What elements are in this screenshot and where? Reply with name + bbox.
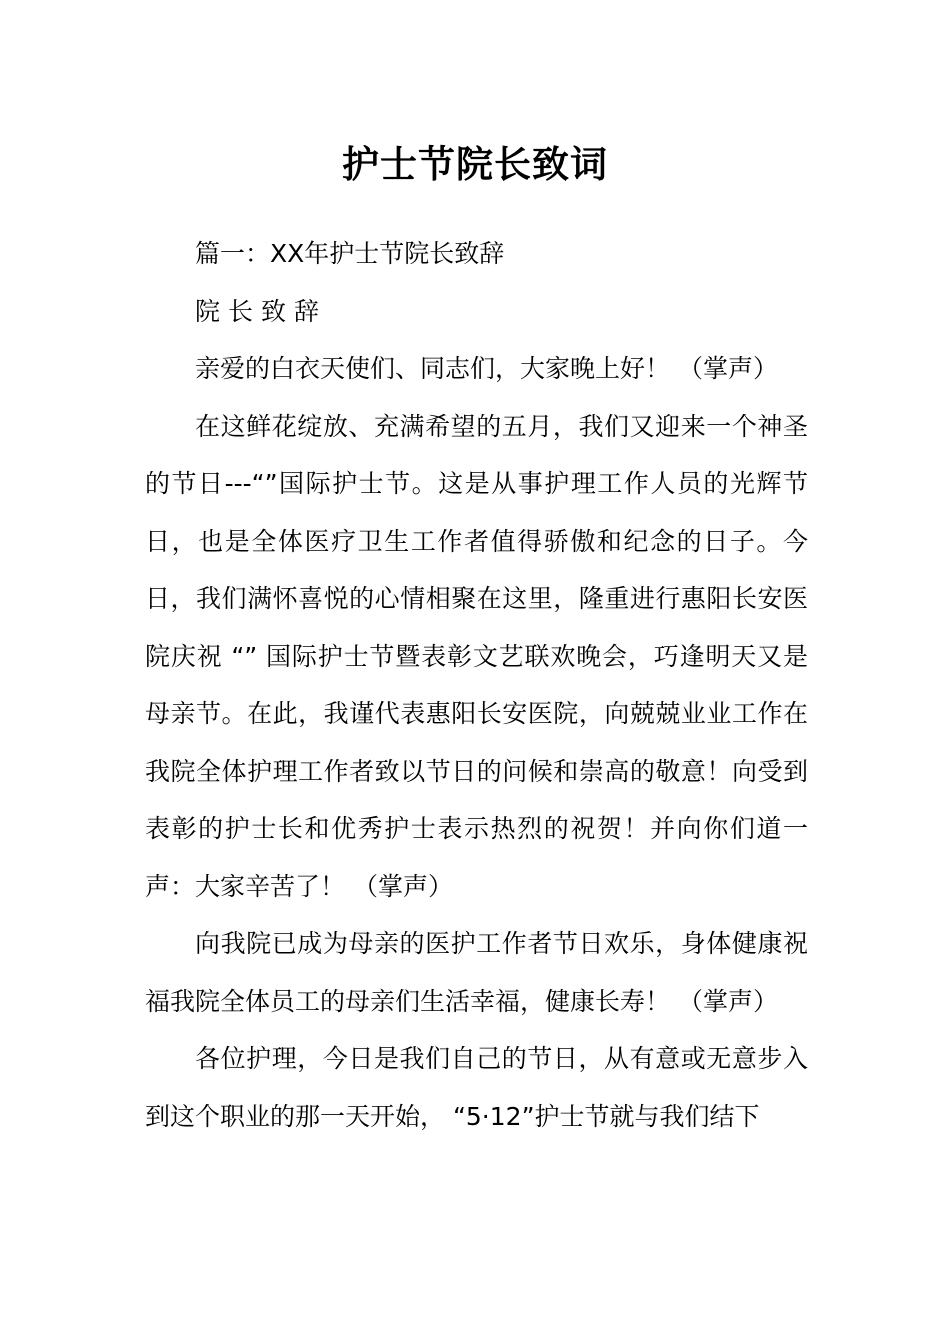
speech-heading: 院长致辞: [195, 296, 328, 326]
document-body: [145, 225, 808, 1145]
section-heading: 篇一：XX年护士节院长致辞: [195, 239, 505, 268]
body-paragraph: 各位护理，今日是我们自己的节日，从有意或无意步入到这个职业的那一天开始， “5·12”护士节就与我们结下: [145, 1044, 808, 1131]
body-paragraph: 向我院已成为母亲的医护工作者节日欢乐，身体健康祝福我院全体员工的母亲们生活幸福，健康长寿！ （掌声）: [145, 929, 808, 1016]
greeting-paragraph: 亲爱的白衣天使们、同志们，大家晚上好！ （掌声）: [195, 354, 778, 383]
body-paragraph: 在这鲜花绽放、充满希望的五月，我们又迎来一个神圣的节日---“”国际护士节。这是从事护理工作人员的光辉节日，也是全体医疗卫生工作者值得骄傲和纪念的日子。今日，我们满怀喜悦的心情相聚在这里，隆重进行惠阳长安医院庆祝 “” 国际护士节暨表彰文艺联欢晚会，巧逢明天又是母亲节。在此，我谨代表惠阳长安医院，向兢兢业业工作在我院全体护理工作者致以节日的问候和崇高的敬意！向受到表彰的护士长和优秀护士表示热烈的祝贺！并向你们道一声：大家辛苦了！ （掌声）: [145, 411, 808, 901]
document-title: 护士节院长致词: [342, 143, 608, 186]
